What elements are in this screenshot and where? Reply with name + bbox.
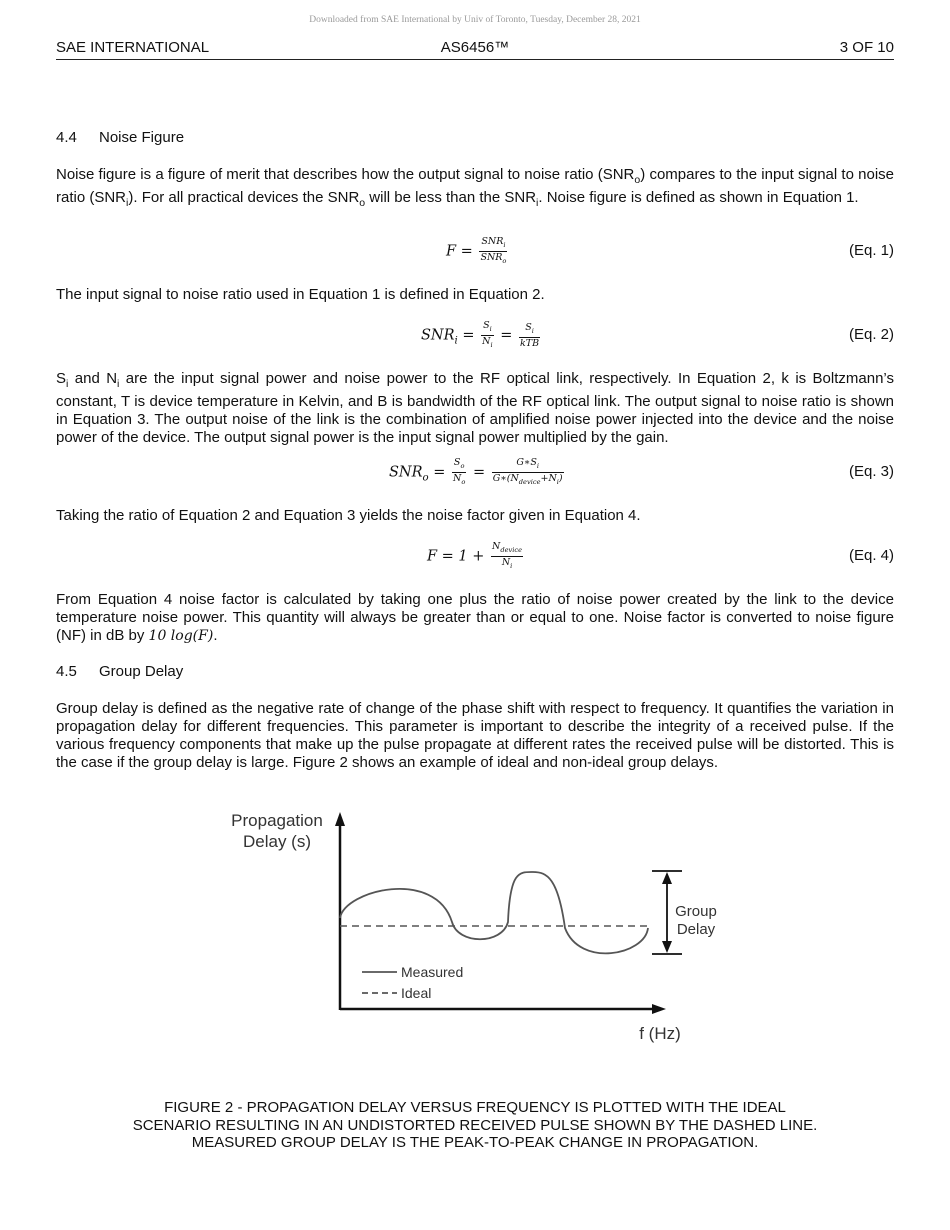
- paragraph-input-snr: The input signal to noise ratio used in Equation 1 is defined in Equation 2.: [56, 286, 545, 303]
- measured-delay-curve: [340, 872, 648, 953]
- section-title: Group Delay: [99, 663, 184, 680]
- figure-propagation-delay: [220, 800, 730, 1050]
- section-heading-group-delay: [56, 663, 183, 680]
- y-axis-arrow-icon: [335, 812, 345, 826]
- download-watermark: Downloaded from SAE International by Univ of Toronto, Tuesday, December 28, 2021: [309, 15, 641, 25]
- header-document-id: AS6456™: [440, 39, 510, 56]
- y-axis-label-line1: Propagation: [231, 811, 323, 830]
- equation-4: F = 1 + $\frac{N_{device}}{N_i}$: [427, 541, 523, 570]
- section-heading-noise-figure: [56, 129, 184, 146]
- legend-ideal-label: Ideal: [401, 985, 432, 1001]
- legend-measured-label: Measured: [401, 964, 464, 980]
- group-delay-label-line2: Delay: [676, 921, 716, 938]
- equation-2-label: (Eq. 2): [848, 326, 894, 343]
- section-number: 4.5: [56, 663, 77, 680]
- section-title: Noise Figure: [99, 129, 185, 146]
- paragraph-ratio: Taking the ratio of Equation 2 and Equation 3 yields the noise factor given in Equation 4.: [56, 507, 641, 524]
- caption-line-3: MEASURED GROUP DELAY IS THE PEAK-TO-PEAK CHANGE IN PROPAGATION.: [191, 1134, 759, 1151]
- noise-figure-formula: 10 log(F): [148, 628, 214, 644]
- paragraph-noise-figure-definition: Noise figure is a figure of merit that describes how the output signal to noise ratio $(SNR_o)$ compares to the input signal to noise ratio $(SNR_i)$. For all practical devices the $SNR_o$ will be less than the $SNR_i$. Noise figure is defined as shown in Equation 1.: [56, 166, 894, 209]
- header-publisher: SAE INTERNATIONAL: [56, 39, 210, 56]
- equation-2: $SNR_i$ = $\frac{S_i}{N_i}$ = $\frac{S_i}{\text{kTB}}$: [421, 320, 540, 349]
- header-page-number: 3 OF 10: [839, 39, 894, 56]
- caption-line-1: FIGURE 2 - PROPAGATION DELAY VERSUS FREQUENCY IS PLOTTED WITH THE IDEAL: [164, 1099, 786, 1116]
- paragraph-group-delay-definition: Group delay is defined as the negative rate of change of the phase shift with respect to frequency. It quantifies the variation in propagation delay for different frequencies. This parameter is important to describe the integrity of a received pulse. If the various frequency components that make up the pulse propagate at different rates the received pulse will be distorted. This is the case if the group delay is large. Figure 2 shows an example of ideal and non-ideal group delays.: [56, 700, 894, 771]
- x-axis-label: f (Hz): [639, 1024, 681, 1043]
- equation-4-label: (Eq. 4): [848, 547, 894, 564]
- section-number: 4.4: [56, 129, 77, 146]
- equation-3: $SNR_o$ = $\frac{S_o}{N_o}$ = $\frac{G∗S_i}{G∗(N_{device}+N_i)}$: [389, 457, 563, 486]
- equation-1-label: (Eq. 1): [848, 242, 894, 259]
- paragraph-noise-factor: From Equation 4 noise factor is calculated by taking one plus the ratio of noise power created by the link to the device temperature noise power. This quantity will always be greater than or equal to one. Noise factor is converted to noise figure (NF) in dB by 10 log(F).: [56, 591, 894, 644]
- group-delay-label-line1: Group: [675, 903, 717, 920]
- header-rule: [56, 59, 894, 60]
- x-axis-arrow-icon: [652, 1004, 666, 1014]
- caption-line-2: SCENARIO RESULTING IN AN UNDISTORTED RECEIVED PULSE SHOWN BY THE DASHED LINE.: [132, 1116, 818, 1134]
- arrow-up-icon: [662, 872, 672, 884]
- arrow-down-icon: [662, 941, 672, 953]
- y-axis-label-line2: Delay (s): [242, 832, 312, 851]
- equation-3-label: (Eq. 3): [848, 463, 894, 480]
- figure-caption: [56, 1099, 894, 1152]
- equation-1: F = $\frac{SNR_i}{SNR_o}$: [446, 236, 507, 265]
- paragraph-signal-noise-power: $S_i$ and $N_i$ are the input signal power and noise power to the RF optical link, respectively. In Equation 2, k is Boltzmann’s constant, T is device temperature in Kelvin, and B is bandwidth of the RF optical link. The output signal to noise ratio is shown in Equation 3. The output noise of the link is the combination of amplified noise power injected into the device and the noise power of the device. The output signal power is the input signal power multiplied by the gain.: [56, 370, 894, 446]
